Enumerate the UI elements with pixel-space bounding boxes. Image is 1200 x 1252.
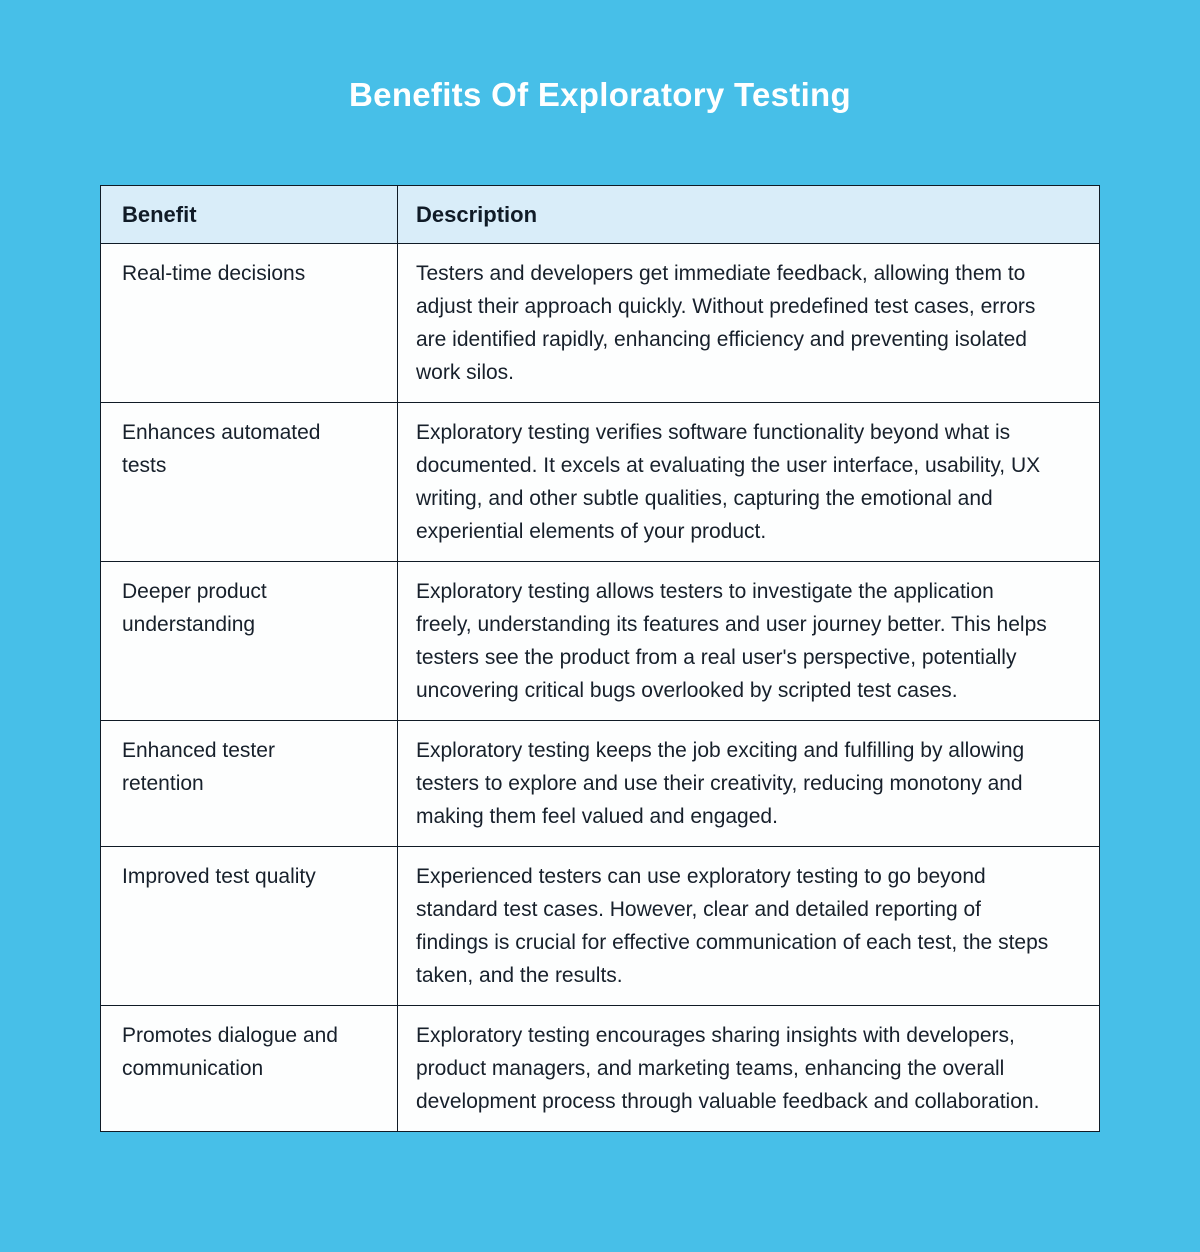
benefits-description-table <box>100 185 1100 1132</box>
column-header-benefit: Benefit <box>101 186 398 244</box>
table-row <box>101 1006 1100 1132</box>
benefit-cell: Enhances automated tests <box>101 403 398 562</box>
table-row <box>101 562 1100 721</box>
description-cell: Exploratory testing encourages sharing insights with developers, product managers, and marketing teams, enhancing the overall development process through valuable feedback and collaboration. <box>398 1006 1100 1132</box>
table-header-row <box>101 186 1100 244</box>
table-row <box>101 244 1100 403</box>
description-cell: Testers and developers get immediate feedback, allowing them to adjust their approach quickly. Without predefined test cases, errors are identified rapidly, enhancing efficiency and preventing isolated work silos. <box>398 244 1100 403</box>
benefit-cell: Deeper product understanding <box>101 562 398 721</box>
table-row <box>101 403 1100 562</box>
page-title: Benefits Of Exploratory Testing <box>349 76 851 113</box>
description-cell: Experienced testers can use exploratory testing to go beyond standard test cases. However, clear and detailed reporting of findings is crucial for effective communication of each test, the steps taken, and the results. <box>398 847 1100 1006</box>
column-header-description: Description <box>398 186 1100 244</box>
description-cell: Exploratory testing keeps the job exciting and fulfilling by allowing testers to explore and use their creativity, reducing monotony and making them feel valued and engaged. <box>398 721 1100 847</box>
description-cell: Exploratory testing verifies software functionality beyond what is documented. It excels at evaluating the user interface, usability, UX writing, and other subtle qualities, capturing the emotional and experiential elements of your product. <box>398 403 1100 562</box>
benefit-cell: Improved test quality <box>101 847 398 1006</box>
benefit-cell: Enhanced tester retention <box>101 721 398 847</box>
benefit-cell: Real-time decisions <box>101 244 398 403</box>
table-row <box>101 847 1100 1006</box>
benefits-table <box>100 185 1099 1132</box>
table-row <box>101 721 1100 847</box>
description-cell: Exploratory testing allows testers to investigate the application freely, understanding its features and user journey better. This helps testers see the product from a real user's perspective, potentially uncovering critical bugs overlooked by scripted test cases. <box>398 562 1100 721</box>
benefit-cell: Promotes dialogue and communication <box>101 1006 398 1132</box>
